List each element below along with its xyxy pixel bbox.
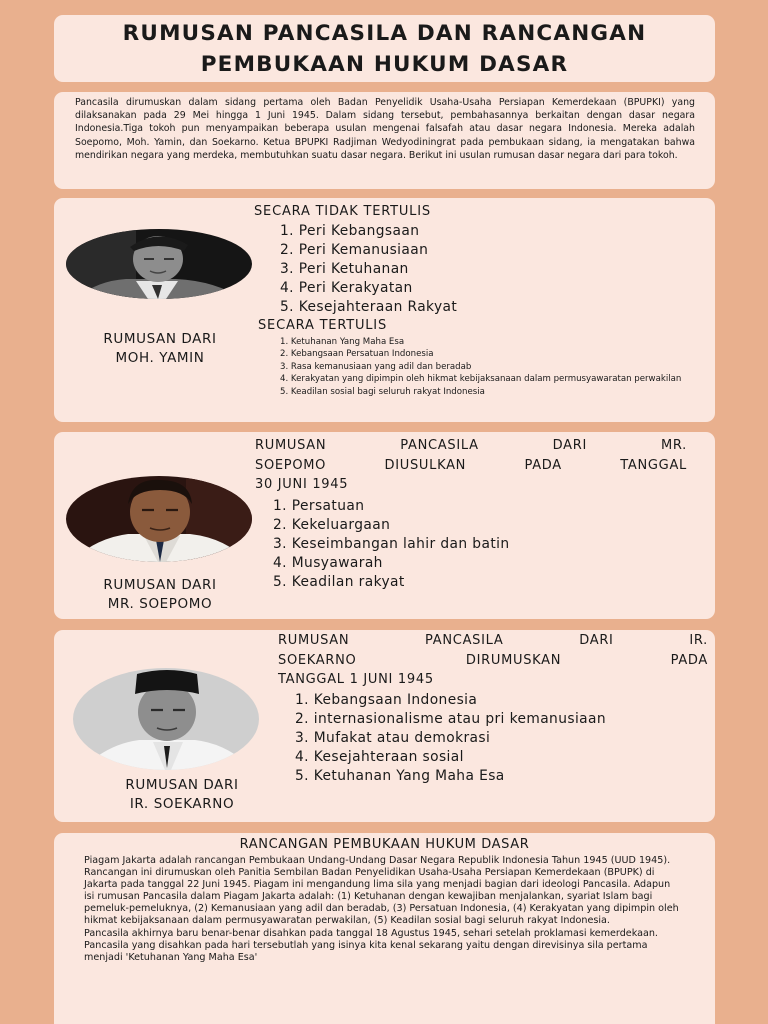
yamin-unwritten-heading: SECARA TIDAK TERTULIS [254,204,431,219]
list-item: 5. Kesejahteraan Rakyat [280,299,458,315]
soepomo-caption [72,576,248,614]
soepomo-caption-line-1: RUMUSAN DARI [103,577,217,593]
soekarno-card [54,630,715,822]
rancangan-paragraph-2: Pancasila akhirnya baru benar-benar disahkan pada tanggal 18 Agustus 1945, sehari setelah proklamasi kemerdekaan. Pancasila yang disahkan pada hari tersebutlah yang isinya kita kenal sekarang yaitu dengan direvisinya sila pertama menjadi 'Ketuhanan Yang Maha Esa' [84,927,658,963]
list-item: 3. Mufakat atau demokrasi [295,730,491,746]
list-item: 5. Ketuhanan Yang Maha Esa [295,768,505,784]
list-item: 5. Keadilan rakyat [273,574,405,590]
list-item: 4. Musyawarah [273,555,383,571]
list-item: 4. Peri Kerakyatan [280,280,413,296]
soekarno-caption-line-1: RUMUSAN DARI [125,777,239,793]
yamin-written-list [280,336,700,398]
list-item: 1. Kebangsaan Indonesia [295,692,478,708]
soepomo-heading [255,436,687,495]
soekarno-heading-line-3: TANGGAL 1 JUNI 1945 [278,672,434,687]
rancangan-heading: RANCANGAN PEMBUKAAN HUKUM DASAR [239,837,530,852]
list-item: 2. Peri Kemanusiaan [280,242,429,258]
soekarno-caption [92,776,272,814]
soekarno-heading-line-1: RUMUSAN PANCASILA DARI IR. [278,633,708,648]
soepomo-photo-image [66,476,252,562]
soekarno-heading [278,631,708,690]
yamin-caption [72,330,248,368]
title-line-2: PEMBUKAAN HUKUM DASAR [200,52,569,77]
soekarno-list [295,691,606,786]
list-item: 2. internasionalisme atau pri kemanusiaan [295,711,607,727]
list-item: 4. Kerakyatan yang dipimpin oleh hikmat kebijaksanaan dalam permusyawaratan perwakilan [280,374,682,385]
soepomo-list [273,497,510,592]
soekarno-caption-line-2: IR. SOEKARNO [129,796,235,812]
page-title [54,15,715,80]
list-item: 5. Keadilan sosial bagi seluruh rakyat Indonesia [280,386,485,397]
yamin-caption-line-2: MOH. YAMIN [115,350,205,366]
yamin-portrait [66,229,252,299]
intro-card [54,92,715,189]
intro-paragraph: Pancasila dirumuskan dalam sidang pertama oleh Badan Penyelidik Usaha-Usaha Persiapan Kemerdekaan (BPUPKI) yang dilaksanakan pada 29 Mei hingga 1 Juni 1945. Dalam sidang tersebut, pembahasannya berkaitan dengan dasar negara Indonesia.Tiga tokoh pun menyampaikan beberapa usulan mengenai falsafah atau dasar negara Indonesia. Mereka adalah Soepomo, Moh. Yamin, dan Soekarno. Ketua BPUPKI Radjiman Wedyodiningrat pada pembukaan sidang, ia mengatakan bahwa mendirikan negara yang merdeka, membutuhkan suatu dasar negara. Berikut ini usulan rumusan dasar negara dari para tokoh. [75,97,695,161]
list-item: 2. Kekeluargaan [273,517,391,533]
yamin-caption-line-1: RUMUSAN DARI [103,331,217,347]
soekarno-heading-line-2: SOEKARNO DIRUMUSKAN PADA [278,652,708,668]
list-item: 4. Kesejahteraan sosial [295,749,464,765]
list-item: 2. Kebangsaan Persatuan Indonesia [280,349,434,360]
list-item: 1. Persatuan [273,498,365,514]
rancangan-card [54,833,715,1024]
soepomo-heading-line-3: 30 JUNI 1945 [255,477,349,492]
rancangan-paragraph-1: Piagam Jakarta adalah rancangan Pembukaan Undang-Undang Dasar Negara Republik Indonesia Tahun 1945 (UUD 1945). Rancangan ini dirumuskan oleh Panitia Sembilan Badan Penyelidikan Usaha-Usaha Persiapan Kemerdekaan (BPUPK) di Jakarta pada tanggal 22 Juni 1945. Piagam ini mengandung lima sila yang menjadi bagian dari ideologi Pancasila. Adapun isi rumusan Pancasila dalam Piagam Jakarta adalah: (1) Ketuhanan dengan kewajiban menjalankan, syariat Islam bagi pemeluk-pemeluknya, (2) Kemanusiaan yang adil dan beradab, (3) Persatuan Indonesia, (4) Kerakyatan yang dipimpin oleh hikmat kebijaksanaan dalam permusyawaratan perwakilan, (5) Keadilan sosial bagi seluruh rakyat Indonesia. [84,855,679,927]
soekarno-portrait [73,668,259,770]
yamin-card [54,198,715,422]
list-item: 1. Ketuhanan Yang Maha Esa [280,337,405,347]
list-item: 3. Peri Ketuhanan [280,261,409,277]
soepomo-card [54,432,715,619]
title-line-1: RUMUSAN PANCASILA DAN RANCANGAN [122,21,647,46]
yamin-unwritten-list [280,222,457,317]
soepomo-heading-line-1: RUMUSAN PANCASILA DARI MR. [255,438,687,453]
list-item: 1. Peri Kebangsaan [280,223,420,239]
yamin-photo-image [66,229,252,299]
soepomo-heading-line-2: SOEPOMO DIUSULKAN PADA TANGGAL [255,457,687,473]
title-card [54,15,715,82]
soekarno-photo-image [73,668,259,770]
soepomo-portrait [66,476,252,562]
list-item: 3. Keseimbangan lahir dan batin [273,536,510,552]
soepomo-caption-line-2: MR. SOEPOMO [107,596,213,612]
yamin-written-heading: SECARA TERTULIS [258,318,387,333]
list-item: 3. Rasa kemanusiaan yang adil dan beradab [280,361,472,372]
